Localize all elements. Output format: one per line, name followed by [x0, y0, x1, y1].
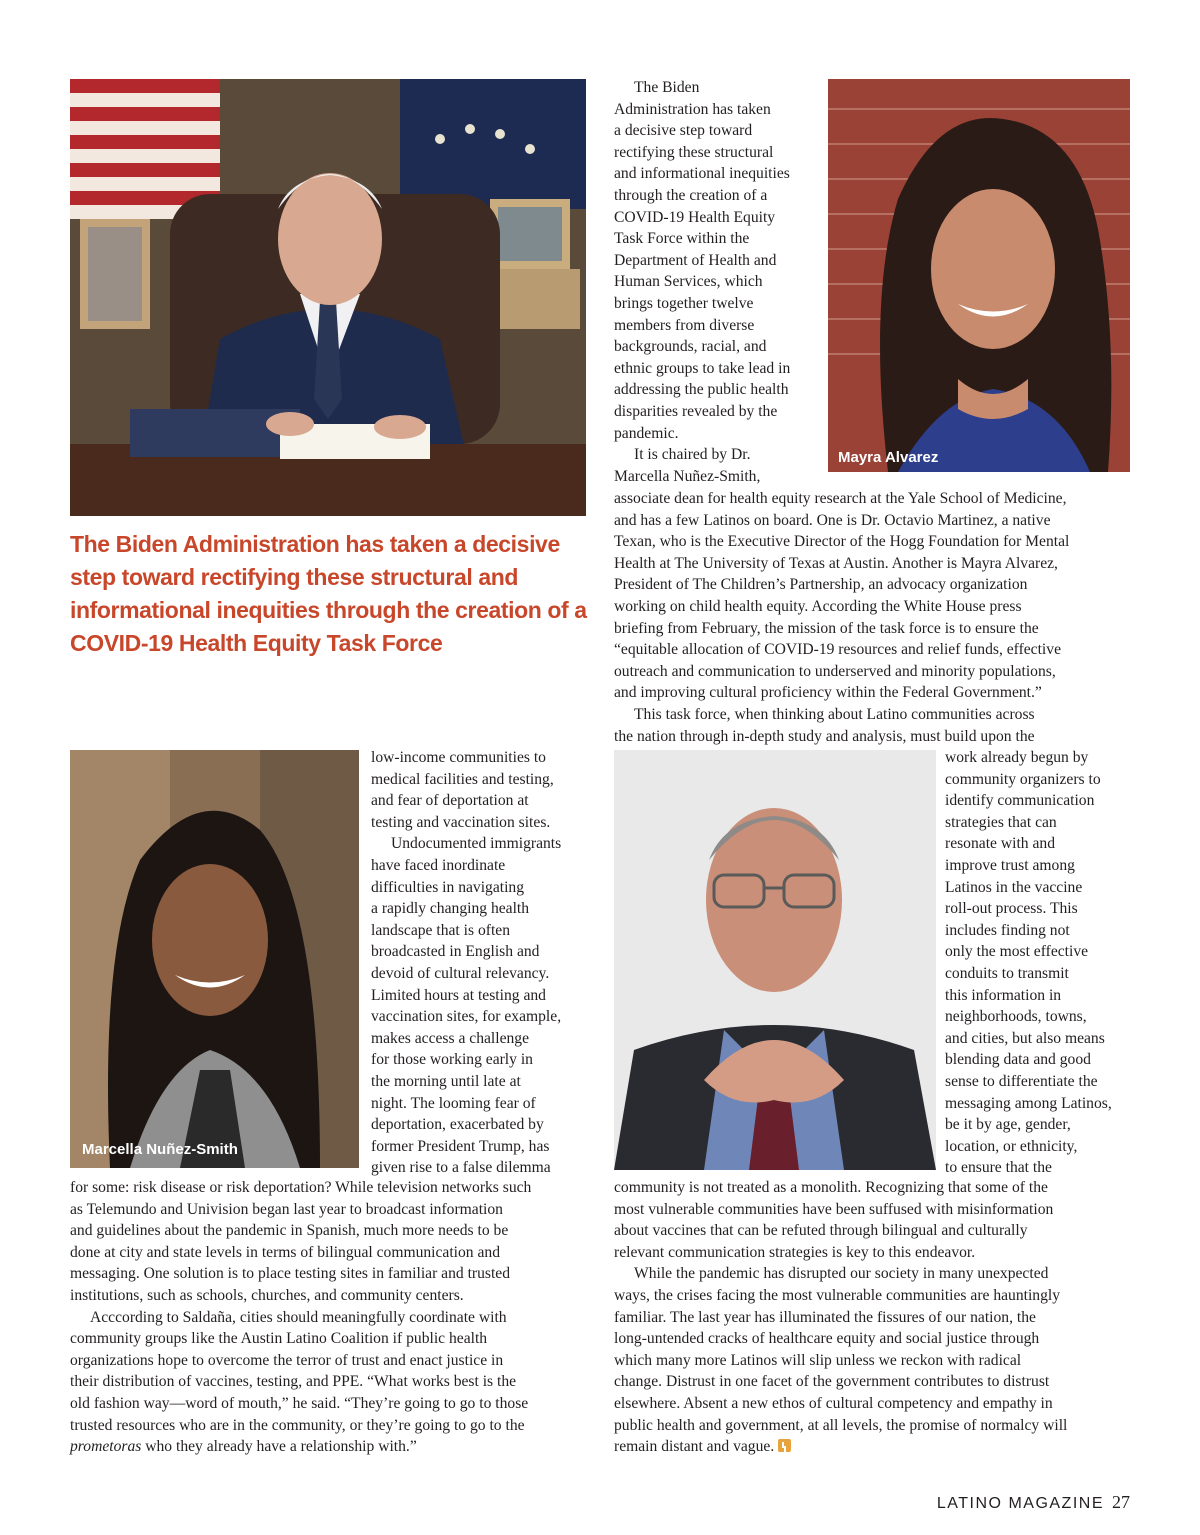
end-of-article-icon [778, 1439, 791, 1452]
right-column-bottom [614, 1177, 1134, 1458]
text-line: rectifying these structural [614, 143, 774, 161]
text-line: organizations hope to overcome the terror of trust and enact justice in [70, 1351, 504, 1369]
left-column-last-line [70, 1436, 590, 1458]
text-line: and cities, but also means [945, 1029, 1105, 1047]
text-line: difficulties in navigating [371, 878, 525, 896]
text-line: brings together twelve [614, 294, 754, 312]
text-line: community organizers to [945, 770, 1101, 788]
text-line: members from diverse [614, 316, 755, 334]
alvarez-photo [828, 79, 1130, 472]
right-column-narrow [614, 77, 826, 487]
text-line: neighborhoods, towns, [945, 1008, 1087, 1026]
text-line: Latinos in the vaccine [945, 878, 1083, 896]
text-line: COVID-19 Health Equity [614, 208, 776, 226]
text-line: Texan, who is the Executive Director of the Hogg Foundation for Mental [614, 533, 1070, 551]
text-line: community groups like the Austin Latino Coalition if public health [70, 1330, 488, 1348]
text-line: While the pandemic has disrupted our society in many unexpected [634, 1265, 1049, 1283]
text-line: Marcella Nuñez-Smith, [614, 467, 761, 485]
text-line: “equitable allocation of COVID-19 resources and relief funds, effective [614, 641, 1061, 659]
text-line: associate dean for health equity research at the Yale School of Medicine, [614, 490, 1067, 507]
pull-quote: The Biden Administration has taken a decisive step toward rectifying these structural and informational inequities through the creation of a COVID-19 Health Equity Task Force [70, 531, 587, 656]
text-line: includes finding not [945, 921, 1070, 939]
left-column-beside-photo [371, 747, 591, 1179]
text-line: former President Trump, has [371, 1137, 550, 1155]
text-line: elsewhere. Absent a new ethos of cultural competency and empathy in [614, 1394, 1053, 1412]
text-line: their distribution of vaccines, testing, and PPE. “What works best is the [70, 1373, 517, 1391]
left-column-full [70, 1177, 590, 1458]
text-line: blending data and good [945, 1051, 1091, 1069]
text-line: location, or ethnicity, [945, 1137, 1078, 1155]
page-number: 27 [1112, 1492, 1130, 1512]
text-line: the morning until late at [371, 1072, 521, 1090]
text-line: done at city and state levels in terms of bilingual communication and [70, 1243, 501, 1261]
text-line: community is not treated as a monolith. Recognizing that some of the [614, 1179, 1048, 1196]
fauci-photo [614, 750, 936, 1170]
text-line: for some: risk disease or risk deportation? While television networks such [70, 1179, 532, 1196]
text-line: Undocumented immigrants [391, 835, 562, 853]
text-line: change. Distrust in one facet of the government contributes to distrust [614, 1373, 1050, 1391]
text-line: this information in [945, 986, 1062, 1004]
text-line: trusted resources who are in the community, or they’re going to go to the [70, 1416, 525, 1434]
text-line: remain distant and vague. [614, 1436, 1134, 1458]
magazine-name: LATINO MAGAZINE [936, 1495, 1104, 1512]
text-line: the nation through in-depth study and analysis, must build upon the [614, 727, 1035, 745]
text-line: institutions, such as schools, churches, and community centers. [70, 1286, 464, 1304]
text-line: old fashion way—word of mouth,” he said. “They’re going to go to those [70, 1394, 529, 1412]
text-line: to ensure that the [945, 1159, 1052, 1177]
text-line: addressing the public health [614, 381, 789, 399]
text-line: pandemic. [614, 424, 679, 442]
text-line: This task force, when thinking about Latino communities across [634, 705, 1035, 723]
biden-photo [70, 79, 586, 516]
text-line: Health at The University of Texas at Austin. Another is Mayra Alvarez, [614, 554, 1058, 572]
text-line: be it by age, gender, [945, 1116, 1071, 1134]
text-line: which many more Latinos will slip unless we reckon with radical [614, 1351, 1022, 1369]
text-line: working on child health equity. According the White House press [614, 597, 1022, 615]
right-column-wide [614, 488, 1134, 747]
text-line: ways, the crises facing the most vulnerable communities are hauntingly [614, 1286, 1061, 1304]
text-line: landscape that is often [371, 921, 510, 939]
text-line: outreach and communication to underserved and minority populations, [614, 662, 1056, 680]
text-line: and fear of deportation at [371, 792, 529, 810]
text-line: The Biden [634, 79, 700, 96]
prometoras-term: prometoras [70, 1438, 142, 1456]
nunez-smith-photo [70, 750, 359, 1168]
text-line: for those working early in [371, 1051, 533, 1069]
text-line: a rapidly changing health [371, 900, 530, 918]
text-line: roll-out process. This [945, 900, 1078, 918]
text-line: messaging. One solution is to place testing sites in familiar and trusted [70, 1265, 511, 1283]
text-line: ethnic groups to take lead in [614, 359, 791, 377]
text-line: Administration has taken [614, 100, 771, 118]
text-line: familiar. The last year has illuminated the fissures of our nation, the [614, 1308, 1036, 1326]
page-footer [937, 1492, 1130, 1513]
text-line: makes access a challenge [371, 1029, 530, 1047]
text-line: improve trust among [945, 856, 1075, 874]
text-line: resonate with and [945, 835, 1055, 853]
text-line: testing and vaccination sites. [371, 813, 551, 831]
text-line: and informational inequities [614, 165, 790, 183]
text-line: strategies that can [945, 813, 1057, 831]
text-line: most vulnerable communities have been suffused with misinformation [614, 1200, 1054, 1218]
text-line: only the most effective [945, 943, 1089, 961]
text-line: public health and government, at all levels, the promise of normalcy will [614, 1416, 1068, 1434]
last-line-text: who they already have a relationship with.” [141, 1438, 417, 1456]
text-line: It is chaired by Dr. [634, 446, 751, 464]
text-line: Department of Health and [614, 251, 777, 269]
text-line: as Telemundo and Univision began last year to broadcast information [70, 1200, 503, 1218]
text-line: backgrounds, racial, and [614, 338, 767, 356]
text-line: conduits to transmit [945, 964, 1069, 982]
text-line: medical facilities and testing, [371, 770, 554, 788]
right-column-beside-fauci [945, 747, 1145, 1179]
text-line: through the creation of a [614, 186, 768, 204]
text-line: Human Services, which [614, 273, 763, 291]
text-line: sense to differentiate the [945, 1072, 1098, 1090]
text-line: relevant communication strategies is key to this endeavor. [614, 1243, 976, 1261]
text-line: and guidelines about the pandemic in Spanish, much more needs to be [70, 1222, 509, 1240]
text-line: long-untended cracks of healthcare equity and social justice through [614, 1330, 1040, 1348]
text-line: low-income communities to [371, 749, 546, 766]
text-line: deportation, exacerbated by [371, 1116, 544, 1134]
text-line: night. The looming fear of [371, 1094, 536, 1112]
text-line: disparities revealed by the [614, 402, 778, 420]
photo-caption-nunez-smith: Marcella Nuñez-Smith [82, 1141, 238, 1158]
text-line: about vaccines that can be refuted through bilingual and culturally [614, 1222, 1028, 1240]
text-line: Task Force within the [614, 230, 750, 248]
text-line: broadcasted in English and [371, 943, 540, 961]
text-line: Acccording to Saldaña, cities should meaningfully coordinate with [90, 1308, 507, 1326]
text-line: Limited hours at testing and [371, 986, 546, 1004]
text-line: have faced inordinate [371, 856, 506, 874]
text-line: given rise to a false dilemma [371, 1159, 551, 1177]
text-line: vaccination sites, for example, [371, 1008, 562, 1026]
text-line: and has a few Latinos on board. One is Dr. Octavio Martinez, a native [614, 511, 1051, 529]
text-line: identify communication [945, 792, 1095, 810]
text-line: work already begun by [945, 749, 1089, 766]
text-line: President of The Children’s Partnership, an advocacy organization [614, 576, 1028, 594]
text-line: a decisive step toward [614, 122, 753, 140]
text-line: messaging among Latinos, [945, 1094, 1112, 1112]
text-line: devoid of cultural relevancy. [371, 964, 550, 982]
text-line: briefing from February, the mission of the task force is to ensure the [614, 619, 1039, 637]
photo-caption-alvarez: Mayra Alvarez [838, 449, 939, 466]
text-line: and improving cultural proficiency within the Federal Government.” [614, 684, 1042, 702]
